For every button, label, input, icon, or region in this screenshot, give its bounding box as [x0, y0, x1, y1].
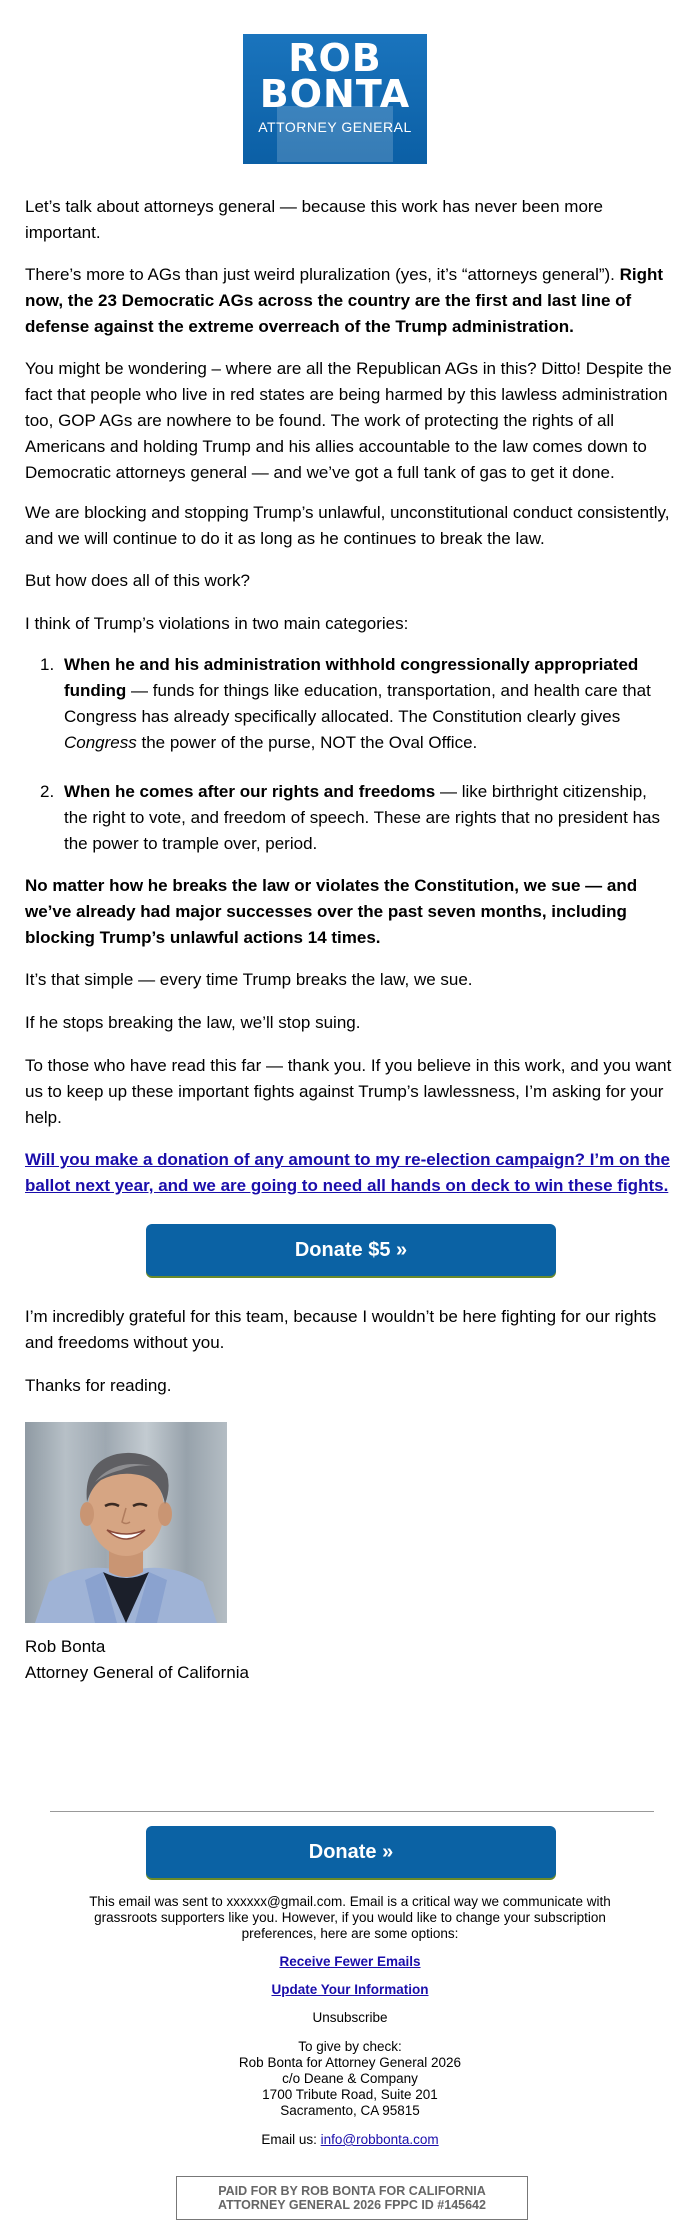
paragraph-text: Thanks for reading.: [25, 1376, 172, 1395]
paragraph-grateful: [25, 1304, 677, 1356]
check-intro: To give by check:: [298, 2039, 402, 2054]
paragraph-bold-text: No matter how he breaks the law or violates the Constitution, we sue — and we’ve already had major successes over the past seven months, including blocking Trump’s unlawful actions 14 times.: [25, 876, 638, 947]
paragraph-text: I think of Trump’s violations in two main categories:: [25, 614, 409, 633]
list-bold-text: When he and his administration withhold congressionally appropriated funding: [64, 655, 639, 700]
signature-title: Attorney General of California: [25, 1663, 249, 1682]
paid-for-disclaimer: [176, 2176, 528, 2220]
disclaimer-line: ATTORNEY GENERAL 2026 FPPC ID #145642: [218, 2198, 486, 2212]
logo-line-title: ATTORNEY GENERAL: [258, 119, 412, 135]
paragraph-pluralization: [25, 262, 677, 340]
footer-email-line: [0, 2132, 700, 2148]
list-item: [40, 652, 674, 756]
donation-ask-link[interactable]: Will you make a donation of any amount to my re-election campaign? I’m on the ballot next year, and we are going to need all hands on deck to win these fights.: [25, 1150, 670, 1195]
footer-divider: [50, 1811, 654, 1812]
list-text: — funds for things like education, transportation, and health care that Congress has already specifically allocated. The Constitution clearly gives: [64, 681, 651, 726]
paragraph-stop-suing: [25, 1010, 677, 1036]
list-number: 2.: [40, 782, 55, 801]
paragraph-blocking: [25, 500, 677, 552]
footer-donate-button[interactable]: Donate »: [146, 1826, 556, 1878]
paragraph-text: Let’s talk about attorneys general — because this work has never been more important.: [25, 197, 604, 242]
check-care-of: c/o Deane & Company: [282, 2071, 418, 2086]
logo-line-rob: ROB: [288, 36, 382, 80]
list-italic-text: Congress: [64, 733, 137, 752]
check-street: 1700 Tribute Road, Suite 201: [262, 2087, 438, 2102]
donate-5-button[interactable]: Donate $5 »: [146, 1224, 556, 1276]
email-address-link[interactable]: info@robbonta.com: [320, 2132, 439, 2147]
email-us-label: Email us:: [261, 2132, 321, 2147]
check-city: Sacramento, CA 95815: [280, 2103, 420, 2118]
portrait-illustration: [25, 1422, 227, 1623]
list-bold-text: When he comes after our rights and freedoms: [64, 782, 436, 801]
paragraph-text: There’s more to AGs than just weird pluralization (yes, it’s “attorneys general”).: [25, 265, 620, 284]
paragraph-text: It’s that simple — every time Trump breaks the law, we sue.: [25, 970, 473, 989]
unsubscribe-link[interactable]: Unsubscribe: [312, 2010, 388, 2025]
rob-bonta-photo: [25, 1422, 227, 1623]
paragraph-text: If he stops breaking the law, we’ll stop suing.: [25, 1013, 361, 1032]
receive-fewer-emails-link[interactable]: Receive Fewer Emails: [279, 1954, 421, 1969]
check-payee: Rob Bonta for Attorney General 2026: [238, 2055, 462, 2070]
list-number: 1.: [40, 655, 55, 674]
paragraph-text: I’m incredibly grateful for this team, because I wouldn’t be here fighting for our rights and freedoms without you.: [25, 1307, 657, 1352]
paragraph-bold-text: Right now, the 23 Democratic AGs across the country are the first and last line of defense against the extreme overreach of the Trump administration.: [25, 265, 664, 336]
paragraph-thank-you: [25, 1053, 677, 1131]
paragraph-text: To those who have read this far — thank you. If you believe in this work, and you want us to keep up these important fights against Trump’s lawlessness, I’m asking for your help.: [25, 1056, 672, 1127]
update-information-link[interactable]: Update Your Information: [271, 1982, 429, 1997]
list-text: the power of the purse, NOT the Oval Office.: [136, 733, 478, 752]
paragraph-how: [25, 568, 677, 594]
disclaimer-line: PAID FOR BY ROB BONTA FOR CALIFORNIA: [218, 2184, 486, 2198]
logo-line-bonta: BONTA: [259, 72, 411, 116]
paragraph-we-sue: [25, 873, 677, 951]
signature-name: Rob Bonta: [25, 1637, 106, 1656]
paragraph-republican-ags: [25, 356, 677, 486]
paragraph-intro: [25, 194, 677, 246]
list-text: — like birthright citizenship, the right to vote, and freedom of speech. These are rights that no president has the power to trample over, period.: [64, 782, 660, 853]
paragraph-thanks: [25, 1373, 677, 1399]
paragraph-text: But how does all of this work?: [25, 571, 250, 590]
list-item: [40, 779, 674, 857]
campaign-logo[interactable]: [243, 34, 427, 164]
paragraph-text: You might be wondering – where are all the Republican AGs in this? Ditto! Despite the fact that people who live in red states are being harmed by this lawless administration too, GOP AGs are nowhere to be found. The work of protecting the rights of all Americans and holding Trump and his allies accountable to the law comes down to Democratic attorneys general — and we’ve got a full tank of gas to get it done.: [25, 359, 672, 482]
footer-notice: This email was sent to xxxxxx@gmail.com. Email is a critical way we communicate with grassroots supporters like you. However, if you would like to change your subscription preferences, here are some options:: [89, 1894, 611, 1941]
paragraph-text: We are blocking and stopping Trump’s unlawful, unconstitutional conduct consistently, and we will continue to do it as long as he continues to break the law.: [25, 503, 670, 548]
paragraph-simple: [25, 967, 677, 993]
paragraph-categories: [25, 611, 677, 637]
